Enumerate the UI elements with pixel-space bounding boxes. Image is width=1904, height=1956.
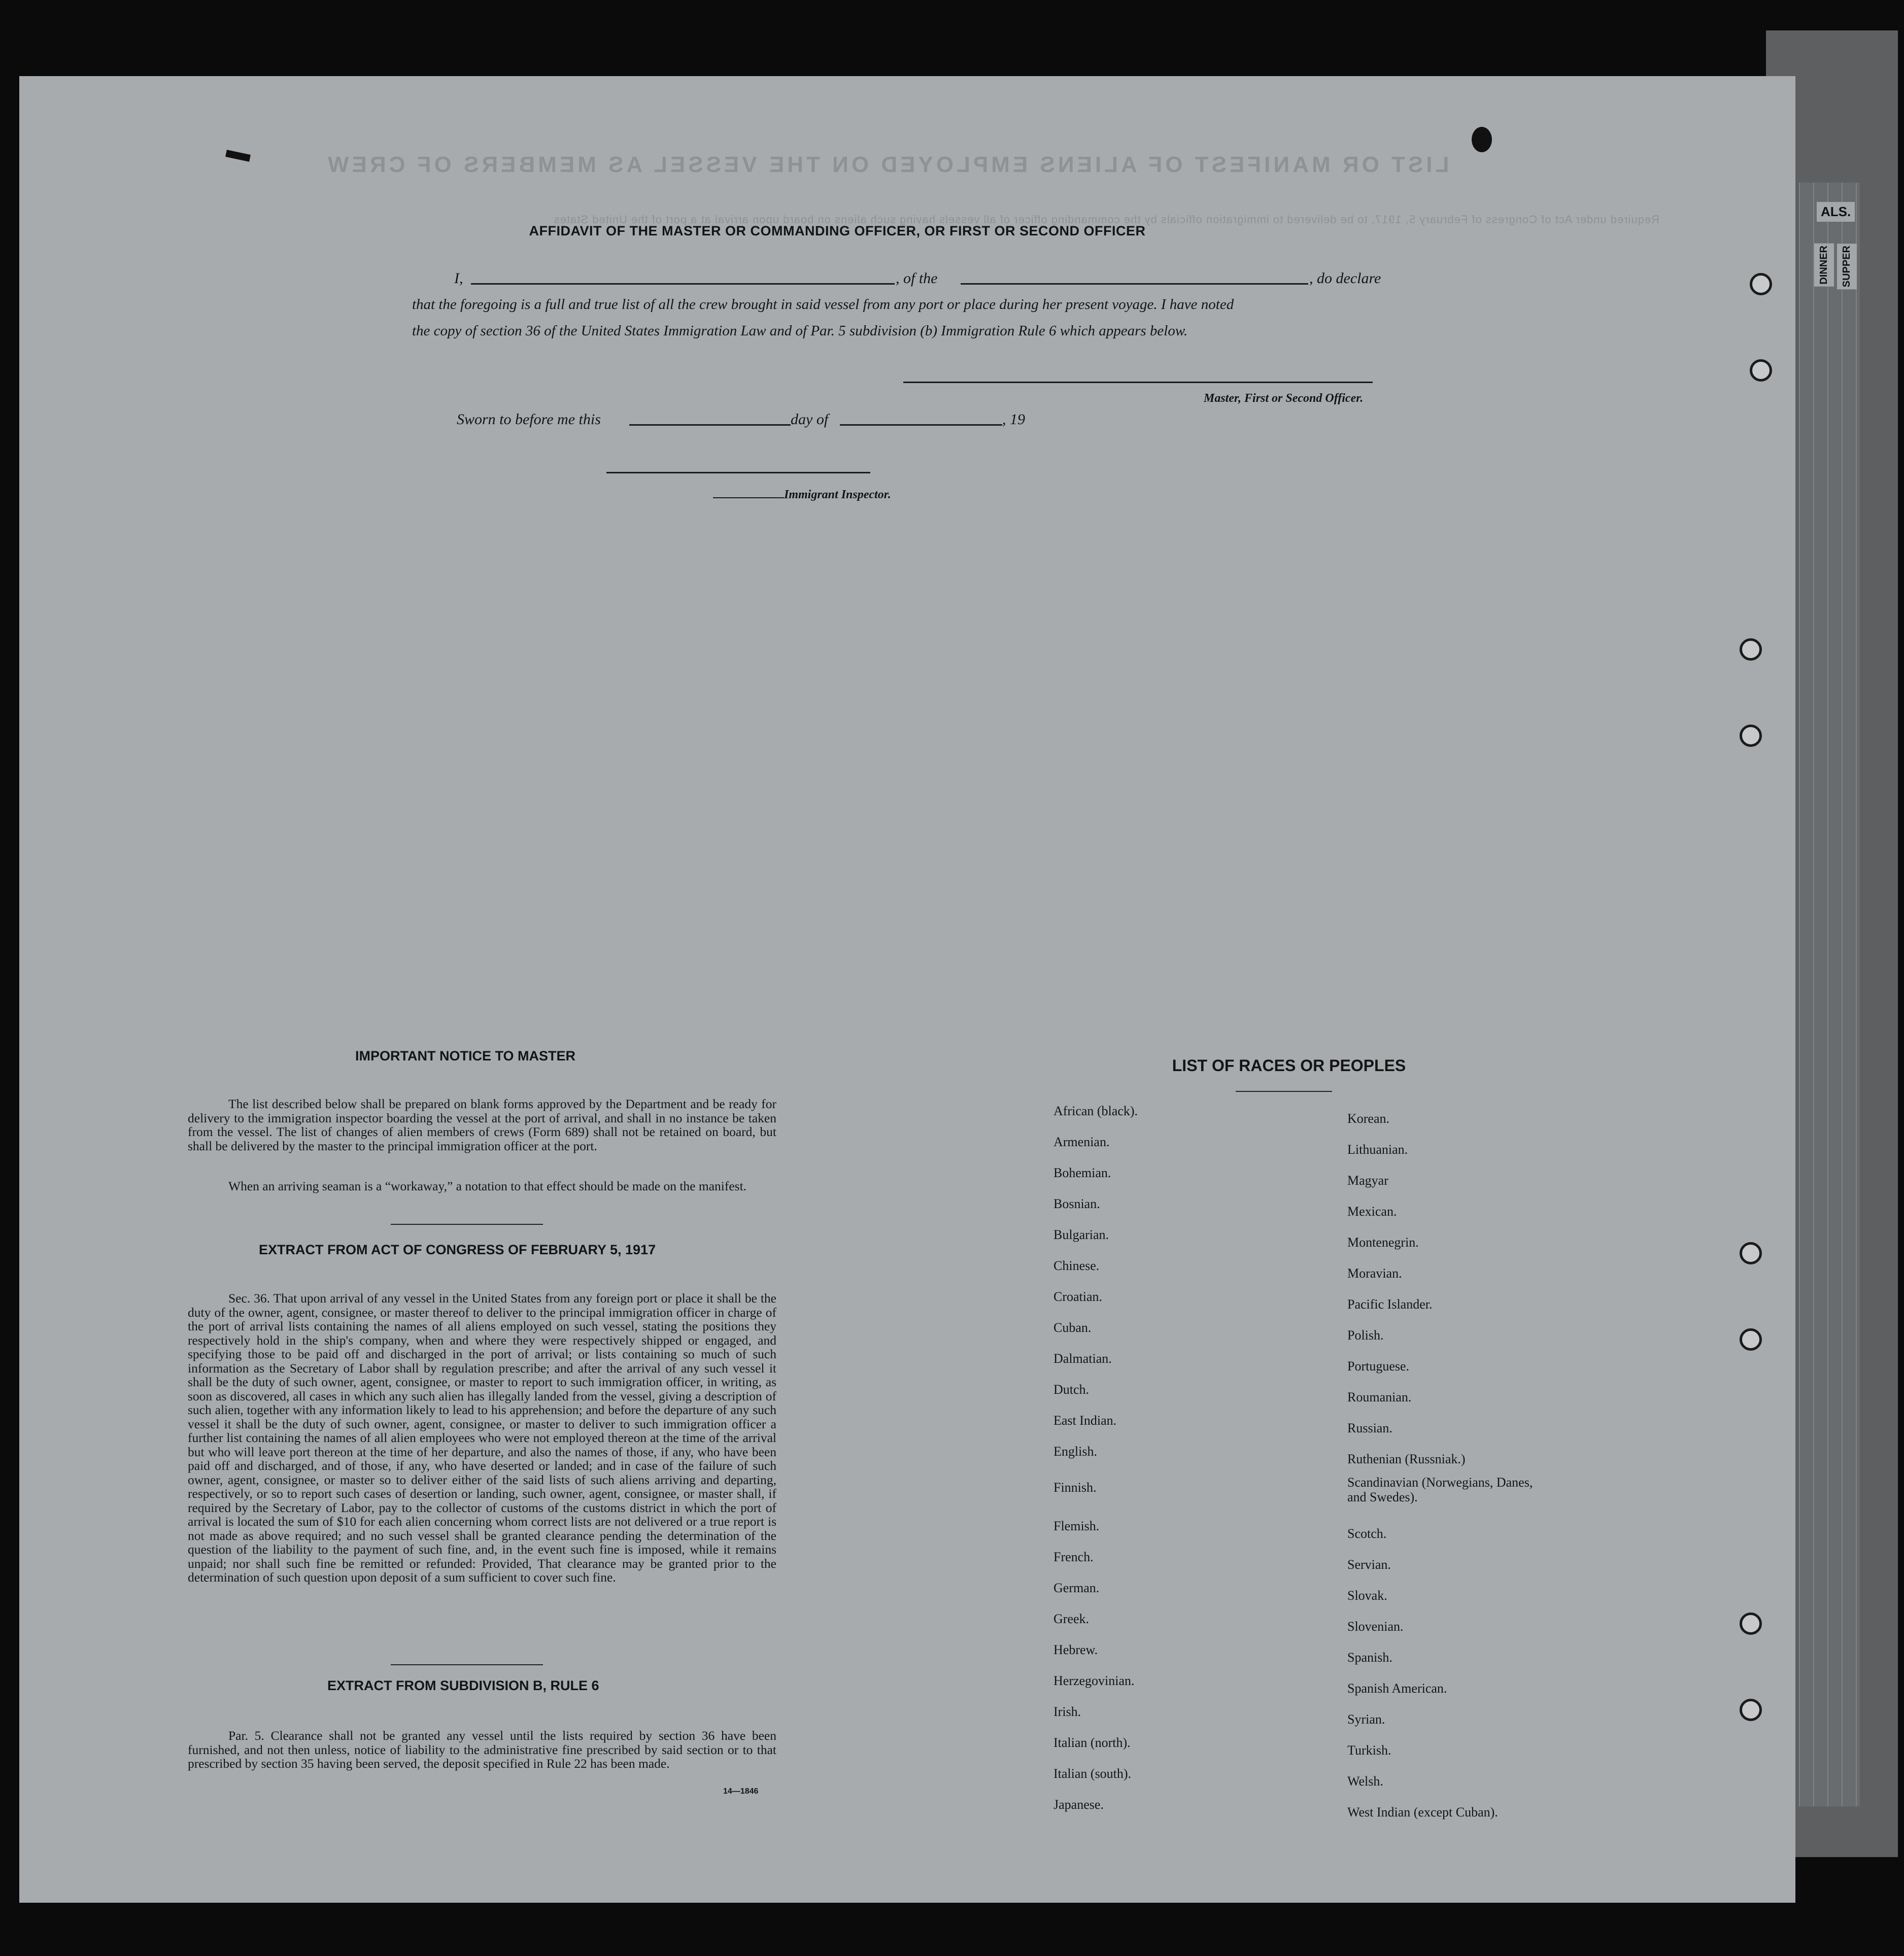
race-item: Finnish.: [1053, 1480, 1097, 1495]
sworn-day-blank[interactable]: [629, 424, 791, 426]
race-item: Spanish American.: [1347, 1681, 1447, 1696]
binder-ring-hole: [1740, 638, 1762, 661]
sworn-day-of: day of: [791, 411, 829, 428]
strip-label-dinner: DINNER: [1814, 244, 1834, 287]
inspector-signature-line[interactable]: [606, 472, 870, 473]
race-item: West Indian (except Cuban).: [1347, 1805, 1498, 1820]
binder-ring-hole: [1750, 273, 1772, 295]
notice-paragraph-2: When an arriving seaman is a “workaway,” a notation to that effect should be made on the manifest.: [228, 1179, 747, 1193]
race-item: Dalmatian.: [1053, 1351, 1112, 1366]
race-item: Bohemian.: [1053, 1165, 1111, 1180]
strip-label-als: ALS.: [1817, 202, 1855, 222]
inspector-label: Immigrant Inspector.: [784, 488, 891, 501]
race-item: Armenian.: [1053, 1135, 1110, 1149]
race-item: Russian.: [1347, 1421, 1392, 1435]
race-item: Flemish.: [1053, 1519, 1100, 1533]
race-item: Moravian.: [1347, 1266, 1402, 1281]
race-item: Spanish.: [1347, 1650, 1392, 1665]
affidavit-line2: that the foregoing is a full and true list of all the crew brought in said vessel from any port or place during her present voyage. I have noted: [412, 296, 1234, 313]
vessel-blank[interactable]: [961, 283, 1308, 285]
race-item: Irish.: [1053, 1704, 1081, 1719]
race-item: Chinese.: [1053, 1258, 1100, 1273]
race-item: Polish.: [1347, 1328, 1384, 1343]
inspector-short-line: [713, 497, 784, 498]
race-item: Slovenian.: [1347, 1619, 1404, 1634]
master-signature-label: Master, First or Second Officer.: [1204, 392, 1364, 405]
rule-paragraph-5: Par. 5. Clearance shall not be granted any vessel until the lists required by section 36 have been furnished, and not then unless, notice of liability to the administrative fine prescribed by said section or to that prescribed by section 35 having been served, the deposit specified in Rule 22 has been made.: [188, 1728, 776, 1771]
sworn-year: , 19: [1002, 411, 1025, 428]
race-item: Syrian.: [1347, 1712, 1385, 1727]
race-item: Croatian.: [1053, 1289, 1103, 1304]
affidavit-line1-end: , do declare: [1309, 270, 1381, 287]
notice-paragraph-1: The list described below shall be prepared on blank forms approved by the Department and be ready for delivery to the immigration inspector boarding the vessel at the port of arrival, and shall in no instance be taken from the vessel. The list of changes of alien members of crews (Form 689) shall not be retained on board, but shall be delivered by the master to the principal immigration officer at the port.: [188, 1096, 776, 1153]
binder-ring-hole: [1740, 1612, 1762, 1635]
strip-label-supper: SUPPER: [1837, 244, 1857, 289]
race-item: Magyar: [1347, 1173, 1388, 1188]
race-item: Korean.: [1347, 1111, 1390, 1126]
race-item: Dutch.: [1053, 1382, 1090, 1397]
rule-extract-title: EXTRACT FROM SUBDIVISION B, RULE 6: [327, 1678, 599, 1693]
race-item: Greek.: [1053, 1611, 1090, 1626]
sworn-start: Sworn to before me this: [457, 411, 601, 428]
race-item: Portuguese.: [1347, 1359, 1410, 1374]
section-divider: [391, 1664, 543, 1665]
affidavit-line3: the copy of section 36 of the United States Immigration Law and of Par. 5 subdivision (b) Immigration Rule 6 which appears below.: [412, 323, 1188, 339]
name-blank[interactable]: [471, 283, 895, 285]
race-item: Roumanian.: [1347, 1390, 1412, 1404]
binder-ring-hole: [1740, 1242, 1762, 1264]
bleed-through-subtitle: Required under Act of Congress of February 5, 1917, to be delivered to immigration officials by the commanding officer of all vessels having such aliens on board upon arrival at a port of the United States: [553, 213, 1659, 226]
act-extract-title: EXTRACT FROM ACT OF CONGRESS OF FEBRUARY 5, 1917: [259, 1242, 656, 1257]
race-item: Herzegovinian.: [1053, 1673, 1135, 1688]
binder-ring-hole: [1740, 725, 1762, 747]
race-item: East Indian.: [1053, 1413, 1117, 1428]
race-item: Servian.: [1347, 1557, 1391, 1572]
race-item: Bosnian.: [1053, 1196, 1100, 1211]
race-item: Pacific Islander.: [1347, 1297, 1433, 1312]
race-item: French.: [1053, 1550, 1094, 1564]
race-item: Scotch.: [1347, 1526, 1387, 1541]
race-item: Ruthenian (Russniak.): [1347, 1452, 1466, 1466]
race-item: Hebrew.: [1053, 1642, 1098, 1657]
race-item: Turkish.: [1347, 1743, 1391, 1758]
affidavit-title: AFFIDAVIT OF THE MASTER OR COMMANDING OFFICER, OR FIRST OR SECOND OFFICER: [529, 223, 1146, 238]
affidavit-line1-start: I,: [454, 270, 463, 287]
races-title: LIST OF RACES OR PEOPLES: [1172, 1056, 1406, 1075]
race-item: Italian (north).: [1053, 1735, 1131, 1750]
notice-title: IMPORTANT NOTICE TO MASTER: [355, 1048, 575, 1063]
form-number: 14—1846: [723, 1787, 759, 1796]
race-item: Slovak.: [1347, 1588, 1387, 1603]
punch-hole: [1472, 127, 1492, 152]
race-item: German.: [1053, 1581, 1100, 1595]
race-item: Cuban.: [1053, 1320, 1092, 1335]
act-section-36: Sec. 36. That upon arrival of any vessel in the United States from any foreign port or place it shall be the duty of the owner, agent, consignee, or master thereof to deliver to the principal immigration officer in charge of the port of arrival lists containing the names of all aliens employed on such vessel, stating the positions they respectively hold in the ship's company, when and where they were respectively shipped or engaged, and specifying those to be paid off and discharged in the port of arrival; or lists containing so much of such information as the Secretary of Labor shall by regulation prescribe; and after the arrival of any such vessel it shall be the duty of such owner, agent, consignee, or master to report to such immigration officer, in writing, as soon as discovered, all cases in which any such alien has illegally landed from the vessel, giving a description of such alien, together with any information likely to lead to his apprehension; and before the departure of any such vessel it shall be the duty of such owner, agent, consignee, or master to deliver to such immigration officer a further list containing the names of all alien employees who were not employed thereon at the time of the arrival but who will leave port thereon at the time of her departure, and also the names of those, if any, who have been paid off and discharged, and of those, if any, who have deserted or landed; and in case of the failure of such owner, agent, consignee, or master so to deliver either of the said lists of such aliens arriving and departing, respectively, or so to report such cases of desertion or landing, such owner, agent, consignee, or master shall, if required by the Secretary of Labor, pay to the collector of customs of the customs district in which the port of arrival is located the sum of $10 for each alien concerning whom correct lists are not delivered or a true report is not made as above required; and no such vessel shall be granted clearance pending the determination of the question of the liability to the payment of such fine, and, in the event such fine is imposed, while it remains unpaid; nor shall such fine be remitted or refunded: Provided, That clearance may be granted prior to the determination of such question upon deposit of a sum sufficient to cover such fine.: [188, 1291, 776, 1585]
binder-ring-hole: [1750, 359, 1772, 382]
race-item: Bulgarian.: [1053, 1227, 1109, 1242]
race-item: Italian (south).: [1053, 1766, 1132, 1781]
section-divider: [391, 1224, 543, 1225]
race-item: Japanese.: [1053, 1797, 1104, 1812]
race-item: Scandinavian (Norwegians, Danes, and Swedes).: [1347, 1475, 1533, 1504]
binder-ring-hole: [1740, 1328, 1762, 1351]
affidavit-line1-of: , of the: [896, 270, 938, 287]
binder-ring-hole: [1740, 1699, 1762, 1721]
race-item: Mexican.: [1347, 1204, 1397, 1219]
sworn-month-blank[interactable]: [840, 424, 1002, 426]
race-item: Lithuanian.: [1347, 1142, 1408, 1157]
ruled-strip: [1799, 183, 1860, 1806]
master-signature-line[interactable]: [903, 382, 1373, 383]
race-item: English.: [1053, 1444, 1097, 1459]
bleed-through-title: LIST OR MANIFEST OF ALIENS EMPLOYED ON THE VESSEL AS MEMBERS OF CREW: [325, 152, 1449, 177]
race-item: African (black).: [1053, 1104, 1138, 1118]
races-title-rule: [1236, 1091, 1332, 1092]
race-item: Montenegrin.: [1347, 1235, 1419, 1250]
race-item: Welsh.: [1347, 1774, 1383, 1789]
